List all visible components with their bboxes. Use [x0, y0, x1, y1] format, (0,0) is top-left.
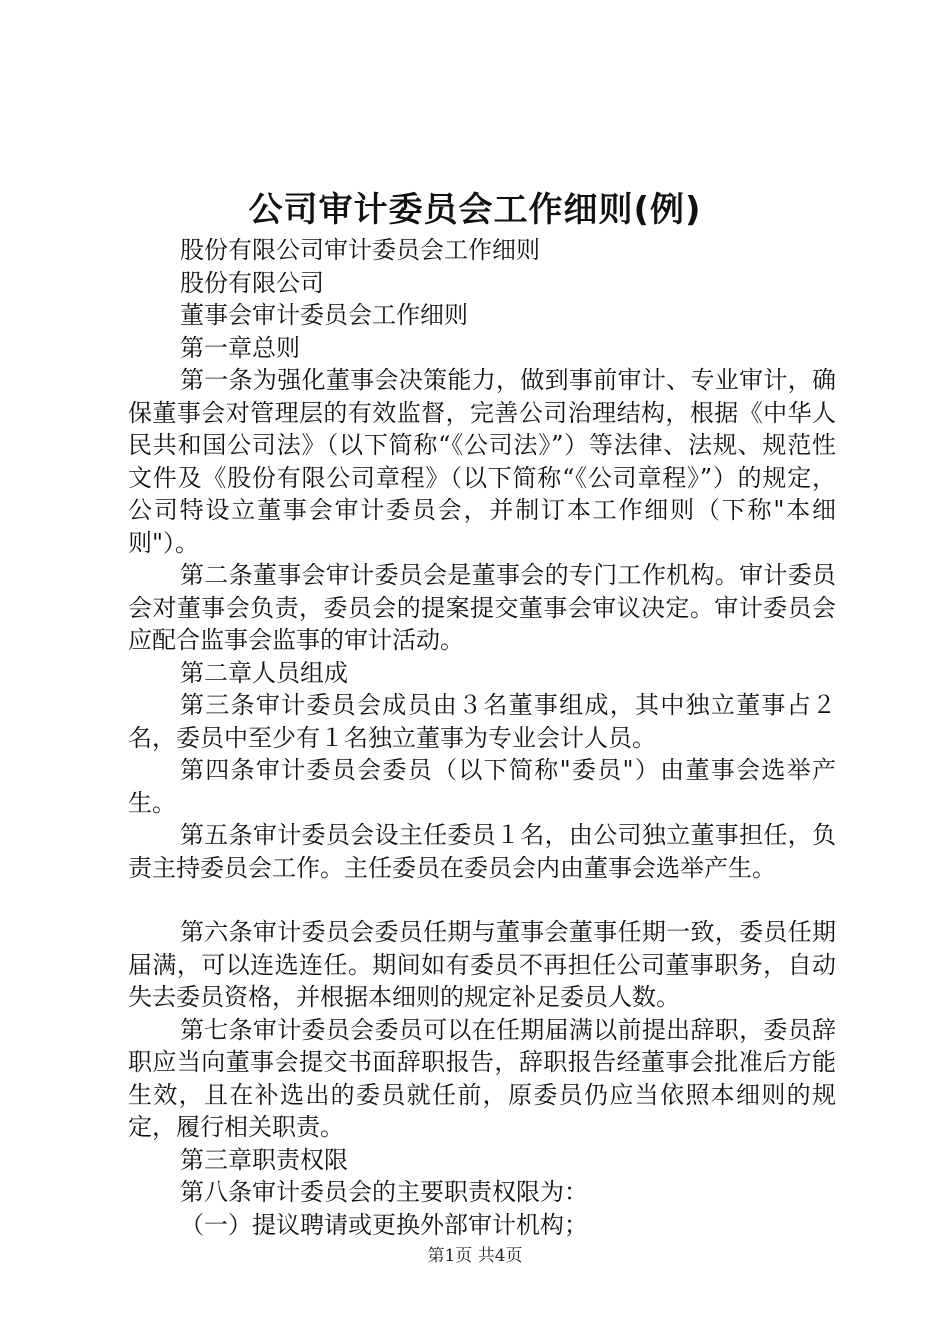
- article-5: 第五条审计委员会设主任委员１名，由公司独立董事担任，负责主持委员会工作。主任委员在委员会内由董事会选举产生。: [128, 821, 836, 882]
- page-number: 第1页 共4页: [427, 1246, 523, 1266]
- chapter-heading: 第三章职责权限: [180, 1145, 348, 1174]
- article-6: 第六条审计委员会委员任期与董事会董事任期一致，委员任期届满，可以连选连任。期间如有委员不再担任公司董事职务，自动失去委员资格，并根据本细则的规定补足委员人数。: [128, 918, 836, 1011]
- chapter-heading: 第二章人员组成: [180, 658, 348, 687]
- document-body: [128, 234, 836, 1241]
- company-line: 股份有限公司: [180, 268, 324, 297]
- document-title: 公司审计委员会工作细则(例): [248, 190, 702, 230]
- chapter-heading: 第一章总则: [180, 333, 300, 362]
- article-8: 第八条审计委员会的主要职责权限为：: [180, 1178, 588, 1206]
- list-item: （一）提议聘请或更换外部审计机构；: [180, 1210, 588, 1239]
- article-4: 第四条审计委员会委员（以下简称"委员"）由董事会选举产生。: [128, 756, 836, 817]
- article-3: 第三条审计委员会成员由３名董事组成，其中独立董事占２名，委员中至少有１名独立董事为专业会计人员。: [128, 691, 836, 752]
- subtitle-line: 股份有限公司审计委员会工作细则: [180, 236, 540, 264]
- article-7: 第七条审计委员会委员可以在任期届满以前提出辞职，委员辞职应当向董事会提交书面辞职报告，辞职报告经董事会批准后方能生效，且在补选出的委员就任前，原委员仍应当依照本细则的规定，履行相关职责。: [128, 1015, 836, 1141]
- article-2: 第二条董事会审计委员会是董事会的专门工作机构。审计委员会对董事会负责，委员会的提案提交董事会审议决定。审计委员会应配合监事会监事的审计活动。: [128, 561, 836, 654]
- article-1: 第一条为强化董事会决策能力，做到事前审计、专业审计，确保董事会对管理层的有效监督，完善公司治理结构，根据《中华人民共和国公司法》（以下简称“《公司法》”）等法律、法规、规范性文件及《股份有限公司章程》（以下简称“《公司章程》”）的规定，公司特设立董事会审计委员会，并制订本工作细则（下称"本细则"）。: [128, 366, 836, 557]
- board-line: 董事会审计委员会工作细则: [180, 301, 468, 329]
